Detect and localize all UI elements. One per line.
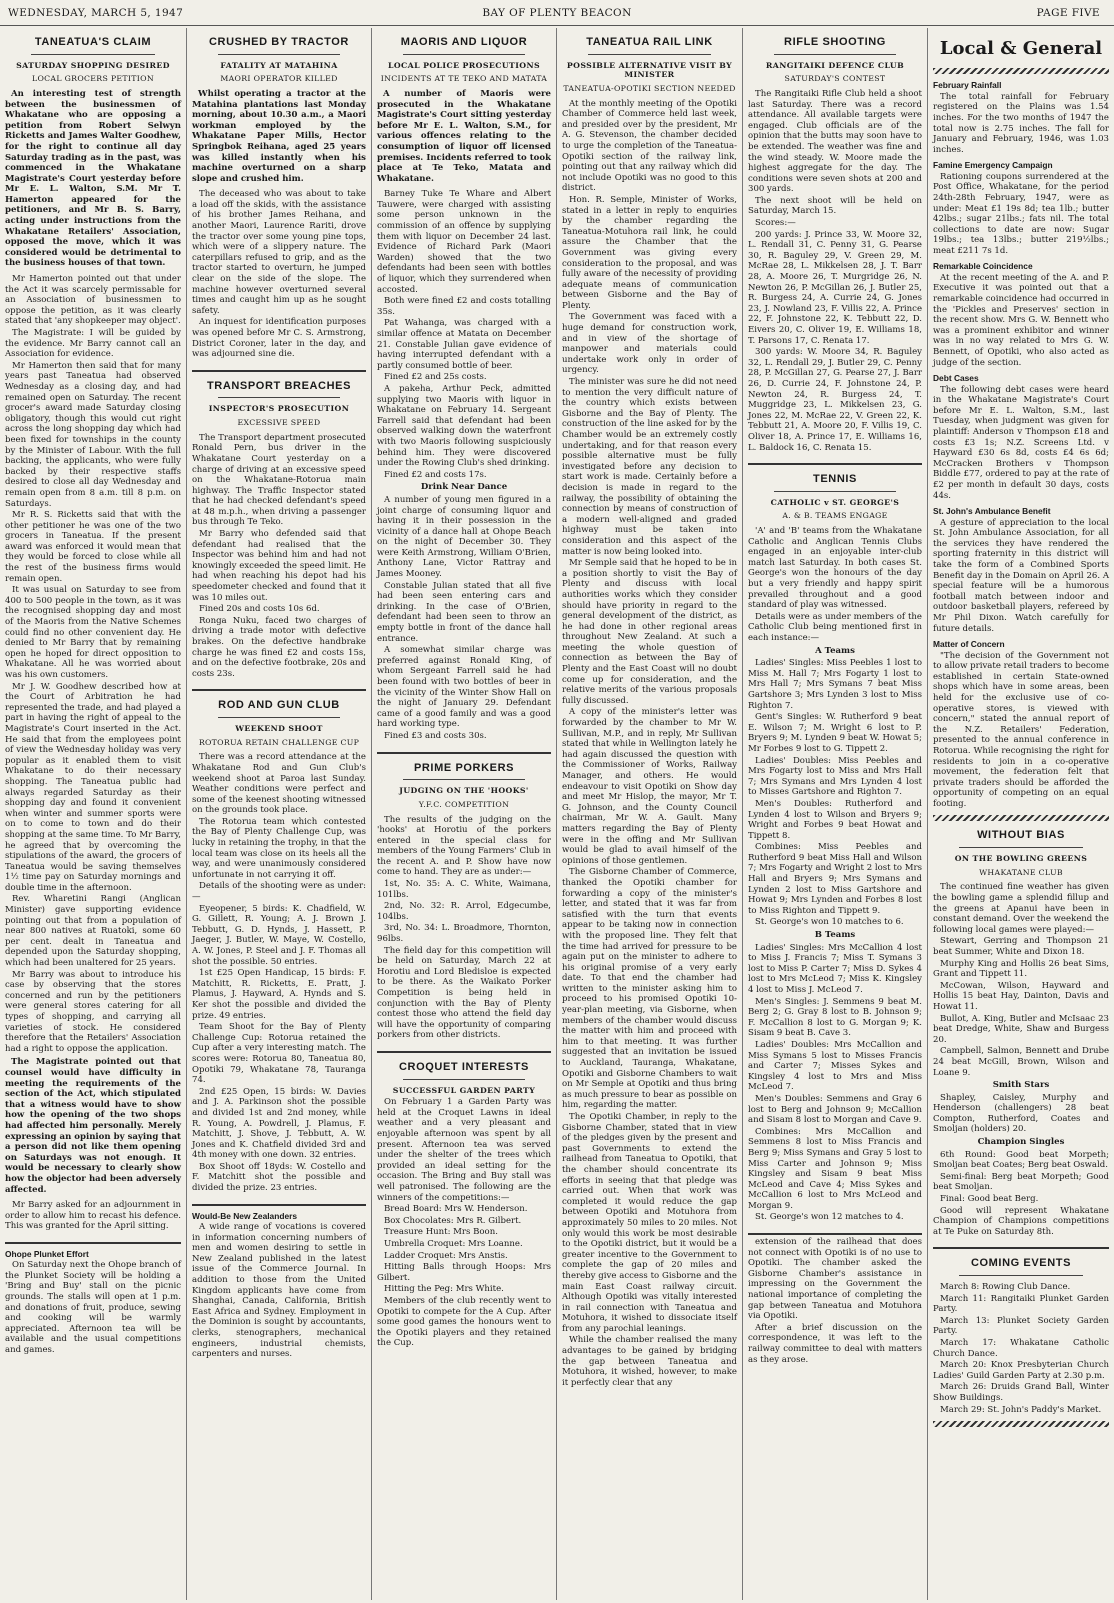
subheading: INSPECTOR'S PROSECUTION (208, 404, 350, 414)
headline-local-and-general: Local & General (939, 38, 1103, 59)
paragraph: Hitting the Peg: Mrs White. (384, 1284, 504, 1295)
divider (748, 1233, 922, 1235)
paragraph: A number of young men figured in a joint charge of consuming liquor and having it in their possession in the vicinity of a dance hall at Ohope Beach on the night of December 30. They were Keith Armstrong, William O'Brien, Anthony Lane, Victor Rattray and James Mooney. (377, 494, 551, 580)
paragraph: 1st, No. 35: A. C. White, Waimana, 101lbs. (377, 879, 551, 900)
column-4 (556, 28, 742, 1600)
paragraph: Fined £2 and costs 17s. (384, 469, 487, 480)
subheading: LOCAL GROCERS PETITION (32, 74, 154, 84)
paragraph: Murphy King and Hollis 26 beat Sims, Grant and Tippett 11. (933, 958, 1109, 980)
paragraph: The Government was faced with a huge demand for construction work, and in view of the shortage of manpower and materials could undertake work only in order of urgency. (562, 312, 737, 376)
paragraph: The Rotorua team which contested the Bay of Plenty Challenge Cup, was lucky in retaining the trophy, in that the local team was close on its heels all the way, and were unanimously considered unfortunate in not carrying it off. (192, 816, 366, 880)
paragraph: Mr Hamerton then said that for many years past Taneatua had observed Wednesday as a closing day, and had remained open on Saturday. The recent grocer's award made Saturday closing obligatory, though this would cut right across the long shopping day which had been fixed for townships in the county by the Minister of Labour. With the full backing, the applicants, who were fully backed by their respective staffs desired to close all day Wednesday and remain open from 8 a.m. till 8 p.m. on Saturdays. (5, 360, 181, 509)
paragraph: A somewhat similar charge was preferred against Ronald King, of whom Sergeant Farrell said he had been found with two bottles of beer in the vicinity of the Winter Show Hall on the night of January 29. Defendant came of a good family and was a good hard working type. (377, 645, 551, 730)
subheading: SATURDAY SHOPPING DESIRED (16, 60, 170, 70)
paragraph: Ladies' Singles: Miss Peebles 1 lost to Miss M. Hall 7; Mrs Fogarty 1 lost to Mrs Hall 7; Mrs Symans 7 beat Miss Gartshore 3; Mrs Lynden 3 lost to Miss Righton 7. (748, 658, 922, 711)
section-heading: Champion Singles (977, 1137, 1065, 1148)
paragraph: On February 1 a Garden Party was held at the Croquet Lawns in ideal weather and a very pleasant and enjoyable afternoon was spent by all present. Afternoon tea was served under the shelter of the trees which provided an ideal setting for the occasion. The Bring and Buy stall was well patronised. The following are the winners of the competitions:— (377, 1097, 551, 1203)
subheading: INCIDENTS AT TE TEKO AND MATATA (380, 74, 548, 84)
divider (748, 463, 922, 465)
paragraph: Ladies' Singles: Mrs McCallion 4 lost to Miss J. Francis 7; Miss T. Symans 3 lost to Miss P. Carter 7; Miss D. Sykes 4 lost to Mrs McLeod 7; Miss K. Kingsley 4 lost to Miss J. McLeod 7. (748, 942, 922, 995)
column-6 (927, 28, 1114, 1600)
subheading: LOCAL POLICE PROSECUTIONS (387, 60, 541, 70)
divider (192, 1204, 366, 1206)
paragraph: Pat Wahanga, was charged with a similar offence at Matata on December 21. Constable Julian gave evidence of having interrupted defendant with a partly consumed bottle of beer. (377, 318, 551, 371)
paragraph: Treasure Hunt: Mrs Boon. (384, 1227, 498, 1238)
paragraph: After a brief discussion on the correspondence, it was left to the railway committee to deal with matters as they arose. (748, 1322, 922, 1365)
paragraph: Final: Good beat Berg. (940, 1194, 1039, 1205)
paragraph: Gent's Singles: W. Rutherford 9 beat E. Wilson 7; M. Wright 6 lost to P. Bryers 9; M. Lynden 9 beat W. Howat 5; Mr Forbes 9 lost to G. Tippett 2. (748, 712, 922, 754)
divider (588, 54, 711, 55)
column-1 (0, 28, 186, 1600)
paragraph: Ladies' Doubles: Miss Peebles and Mrs Fogarty lost to Miss and Mrs Hall 7; Mrs Symans and Mrs Lynden 4 lost to Misses Gartshore and Righton 7. (748, 755, 922, 798)
paragraph: 3rd, No. 34: L. Broadmore, Thornton, 96lbs. (377, 923, 551, 945)
side-heading: St. John's Ambulance Benefit (933, 506, 1051, 517)
headline-taneatuas-claim: TANEATUA'S CLAIM (34, 36, 152, 48)
section-heading: Smith Stars (992, 1080, 1050, 1091)
headline-rifle-shooting: RIFLE SHOOTING (784, 36, 886, 48)
subheading: POSSIBLE ALTERNATIVE VISIT BY MINISTER (566, 60, 733, 80)
ornamental-rule (933, 1421, 1109, 1427)
paragraph: The Rangitaiki Rifle Club held a shoot last Saturday. There was a record attendance. All available targets were engaged. Club officials are of the opinion that the butts may soon have to be extended. The weather was fine and the wind steady. W. Moore made the highest aggregate for the day. The conditions were seven shots at 200 and 300 yards. (748, 88, 922, 195)
headline-coming-events: COMING EVENTS (970, 1257, 1072, 1270)
paragraph: Mr J. W. Goodhew described how at the Court of Arbitration he had represented the trade, and had played a part in having the right of appeal to the Magistrate's Court inserted in the Act. He said that from the employees point of view the Wednesday holiday was very popular as it enabled them to visit Whakatane to do their necessary shopping. The Taneatua public had always regarded Saturday as their shopping day and found it convenient when winter and summer sports were on to come to town and do their shopping at the same time. To Mr Barry, he agreed that by overcoming the stipulations of the award, the grocers of Taneatua would be saving themselves 1½ time pay on Saturday mornings and double time in the afternoon. (5, 681, 181, 893)
paragraph: Campbell, Salmon, Bennett and Drube 24 beat McGill, Brown, Wilson and Loane 9. (933, 1046, 1109, 1078)
paragraph: Details were as under members of the Catholic Club being mentioned first in each instance:— (748, 611, 922, 643)
ornamental-rule (933, 815, 1109, 821)
divider (377, 752, 551, 754)
paragraph: Barney Tuke Te Whare and Albert Tauwere, were charged with assisting some person unknown in the commission of an offence by supplying them with liquor on December 24 last. Evidence of Richard Park (Maori Warden) showed that the two defendants had been seen with bottles of liquor, which they surrendered when accosted. (377, 189, 551, 295)
subheading: ON THE BOWLING GREENS (954, 854, 1088, 864)
paragraph: Box Shoot off 18yds: W. Costello and F. Matchitt shot the possible and divided the prize. 23 entries. (192, 1161, 366, 1194)
paragraph: The Gisborne Chamber of Commerce, thanked the Opotiki chamber for forwarding a copy of the minister's letter, and stated that it was far from satisfied with the turn that events appear to be taking now in connection with the proposed line. They felt that the time had arrived for pressure to be again put on the minister to adhere to his original promise of a very early date. To that end the chamber had written to the minister asking him to proceed to his promised Opotiki 10-year-plan meeting, via Gisborne, when members of the chamber would discuss the matter with him and proceed with him to that meeting. It was further suggested that an invitation be issued to Auckland, Tauranga, Whakatane, Opotiki and Gisborne Chambers to wait on Mr Semple at Opotiki and thus bring as much pressure to bear as possible on him, regarding the matter. (562, 867, 737, 1111)
ornamental-rule (933, 68, 1109, 74)
paragraph: Shapley, Caisley, Murphy and Henderson (challengers) 28 beat Compton, Rutherford, Coates and Smoljan (holders) 20. (933, 1092, 1109, 1135)
subheading: WEEKEND SHOOT (235, 724, 323, 733)
paragraph: Rev. Wharetini Rangi (Anglican Minister) gave supporting evidence pointing out that from a population of near 800 natives at Ruatoki, some 60 per cent. dealt in Taneatua and depended upon the Saturday shopping, which had been unaltered for 25 years. (5, 894, 181, 969)
paragraph: The continued fine weather has given the bowling game a splendid fillup and the greens at Apanui have been in constant demand. Over the weekend the following local games were played:— (933, 882, 1109, 935)
side-heading: February Rainfall (933, 80, 1002, 91)
paragraph: Combines: Mrs McCallion and Semmens 8 lost to Miss Francis and Berg 9; Miss Symans and Gray 5 lost to Miss Carter and Johnson 9; Miss Kingsley and Sisam 9 beat Miss McLeod and Cave 4; Miss Sykes and McCallion 6 lost to Mrs McLeod and Morgan 9. (748, 1126, 922, 1211)
paragraph: 2nd £25 Open, 15 birds: W. Davies and J. A. Parkinson shot the possible and divided 1st and 2nd money, while R. Young, A. Powdrell, J. Plamus, F. Matchitt, J. Shove, J. Tebbutt, A. W. Jones and K. Chatfield divided 3rd and 4th money with one down. 32 entries. (192, 1086, 366, 1161)
subheading: A. & B. TEAMS ENGAGE (782, 511, 888, 521)
subheading: ROTORUA RETAIN CHALLENGE CUP (198, 737, 360, 747)
paragraph: A gesture of appreciation to the local St. John Ambulance Association, for all the services they have rendered the sporting fraternity in this district will take the form of a Combined Sports Benefit day in the Domain on April 26. A special feature will be a humorous football match between indoor and outdoor basketball players, refereed by Mr Phil Dixon. Watch carefully for future details. (933, 517, 1109, 634)
headline-tennis: TENNIS (813, 473, 857, 486)
subheading: MAORI OPERATOR KILLED (220, 74, 338, 84)
paragraph: The next shoot will be held on Saturday, March 15. (748, 195, 922, 217)
column-2 (186, 28, 371, 1600)
headline-maoris-and-liquor: MAORIS AND LIQUOR (400, 36, 528, 48)
paragraph: Combines: Miss Peebles and Rutherford 9 beat Miss Hall and Wilson 7; Mrs Fogarty and Wright 2 lost to Mrs Hall and Bryers 9; Mrs Symans and Lynden 2 lost to Miss Gartshore and Howat 9; Mrs Lynden and Forbes 8 lost to Miss Righton and Tippett 9. (748, 842, 922, 916)
side-heading: Drink Near Dance (420, 482, 508, 493)
paragraph: A pakeha, Arthur Peck, admitted supplying two Maoris with liquor in Whakatane on February 14. Sergeant Farrell said that defendant had been observed walking down the waterfront with two Maoris following suspiciously behind him. They were discovered under the Rowing Club's shed drinking. (377, 383, 551, 469)
paragraph: Box Chocolates: Mrs R. Gilbert. (384, 1215, 522, 1226)
event-item: March 20: Knox Presbyterian Church Ladies' Guild Garden Party at 2.30 p.m. (933, 1360, 1109, 1381)
divider (959, 1275, 1082, 1276)
side-heading: Famine Emergency Campaign (933, 160, 1053, 171)
divider (959, 847, 1082, 848)
event-item: March 17: Whakatane Catholic Church Dance. (933, 1338, 1109, 1359)
paragraph: The following debt cases were heard in the Whakatane Magistrate's Court before Mr E. L. Walton, S.M., last Tuesday, when judgment was given for plaintiff: Anderson v Thompson £18 and costs £3 1s; N.Z. Screens Ltd. v Hayward £30 6s 8d, costs £4 6s 6d; McCracken Brothers v Thompson Biddle £77, ordered to pay at the rate of £2 per month in default 30 days, costs 44s. (933, 384, 1109, 501)
divider (774, 54, 896, 55)
divider (403, 54, 525, 55)
paragraph: It was usual on Saturday to see from 400 to 500 people in the town, as it was the recognised shopping day and most of the Maoris from the Native Schemes could find no other convenient day. He denied to Mr Barry that by remaining open he hoped for direct opposition to Whakatane. All he was worried about was his own customers. (5, 585, 181, 680)
paragraph: 1st £25 Open Handicap, 15 birds: F. Matchitt, R. Ricketts, E. Pratt, J. Plamus, J. Hayward, A. Hynds and S. Ker shot the possible and divided the prize. 49 entries. (192, 968, 366, 1021)
paragraph: Hitting Balls through Hoops: Mrs Gilbert. (377, 1262, 551, 1283)
paragraph: Both were fined £2 and costs totalling 35s. (377, 296, 551, 317)
paragraph: St. George's won 12 matches to 4. (755, 1212, 904, 1223)
paragraph: The Magistrate: I will be guided by the evidence. Mr Barry cannot call an Association for evidence. (5, 328, 181, 360)
masthead (0, 0, 1114, 26)
paragraph: McCowan, Wilson, Hayward and Hollis 15 beat Hay, Dainton, Davis and Howat 11. (933, 980, 1109, 1012)
divider (5, 1242, 181, 1244)
paragraph: 300 yards: W. Moore 34, R. Baguley 32, L. Rendall 29, J. Butler 29, C. Penny 28, P. McGillan 27, G. Pearse 27, J. Barr 26, D. Currie 24, F. Johnstone 24, P. Newton 24, R. Burgess 24, T. Muggridge 23, L. Mikkelsen 23, G. Jones 22, M. McRae 22, V. Green 22, K. Tebbutt 21, A. Moore 20, F. Villis 19, C. Oliver 18, A. Prince 17, E. Williams 16, L. Baldock 16, C. Renata 15. (748, 347, 922, 453)
paragraph: Rationing coupons surrendered at the Post Office, Whakatane, for the period 24th-28th February, 1947, were as under: Meat £1 19s 8d; tea 1lb.; butter 42lbs.; sugar 21lbs.; fats nil. The total collections to date are now: Sugar 19lbs.; tea 13lbs.; butter 219½lbs.; meat £211 7s 1d. (933, 171, 1109, 256)
paragraph: Eyeopener, 5 birds: K. Chadfield, W. G. Gillett, R. Young; A. J. Brown J. Tebbutt, G. D. Hynds, J. Hassett, P. Jaeger, J. Butler, W. Maye, W. Costello, A. W. Jones, P. Steel and J. F. Thomas all shot the possible. 50 entries. (192, 903, 366, 967)
paragraph: Scores:— (755, 218, 796, 229)
paragraph: While the chamber realised the many advantages to be gained by bridging the gap between Taneatua and Motuhora, it wished, however, to make it perfectly clear that any (562, 1335, 737, 1388)
paragraph: Mr Barry who defended said that defendant had realised that the Inspector was behind him and had not knowingly exceeded the speed limit. He had when reaching his depot had his speedometer checked and found that it was 10 miles out. (192, 529, 366, 603)
side-heading: Remarkable Coincidence (933, 261, 1033, 272)
paragraph: Umbrella Croquet: Mrs Loanne. (384, 1238, 523, 1249)
paragraph: Fined 20s and costs 10s 6d. (199, 604, 320, 615)
paragraph: The Transport department prosecuted Ronald Pern, bus driver in the Whakatane Court yesterday on a charge of driving at an excessive speed on the Whakatane-Rotorua main highway. The Traffic Inspector stated that he had checked defendant's speed at 48 m.p.h., when driving a passenger bus through Te Teko. (192, 432, 366, 528)
paragraph: Bread Board: Mrs W. Henderson. (384, 1204, 528, 1215)
paragraph: There was a record attendance at the Whakatane Rod and Gun Club's weekend shoot at Paroa last Sunday. Weather conditions were perfect and some of the keenest shooting witnessed on the grounds took place. (192, 752, 366, 816)
paragraph: The total rainfall for February registered on the Plains was 1.54 inches. For the two months of 1947 the total now is 2.75 inches. The fall for January and February, 1946, was 1.03 inches. (933, 91, 1109, 155)
subheading: WHAKATANE CLUB (979, 867, 1063, 877)
divider (403, 1079, 525, 1080)
paragraph: Fined £3 and costs 30s. (384, 730, 487, 741)
paragraph: Mr Barry was about to introduce his case by observing that the stores concerned and run by the petitioners were general stores catering for all types of shopping, and carrying all varieties of stock. He considered therefore that the Retailers' Association had a right to oppose the application. (5, 969, 181, 1054)
newspaper-title: BAY OF PLENTY BEACON (482, 7, 632, 19)
divider (31, 54, 154, 55)
paragraph: Constable Julian stated that all five had been seen entering cars and drinking. In the case of O'Brien, defendant had been seen to throw an empty bottle in front of the dance hall entrance. (377, 580, 551, 644)
paragraph: At the monthly meeting of the Opotiki Chamber of Commerce held last week, and presided over by the president, Mr A. G. Stevenson, the chamber decided to urge the completion of the Taneatua-Opotiki section of the railway link, pointing out that any railway which did not include Opotiki was no good to this district. (562, 98, 737, 194)
side-heading: Would-Be New Zealanders (192, 1210, 298, 1221)
subheading: TANEATUA-OPOTIKI SECTION NEEDED (563, 83, 736, 93)
paragraph: extension of the railhead that does not connect with Opotiki is of no use to Opotiki. The chamber asked the Gisborne Chamber's assistance in impressing on the Government the national importance of completing the gap between Taneatua and Motuhora via Opotiki. (748, 1237, 922, 1322)
paragraph: Hon. R. Semple, Minister of Works, stated in a letter in reply to enquiries by the chamber regarding the Taneatua-Motuhora rail link, he could assure the Chamber that the Government was giving every consideration to the proposal, and was fully aware of the necessity of providing adequate means of communication between Gisborne and the Bay of Plenty. (562, 194, 737, 311)
paragraph: The deceased who was about to take a load off the skids, with the assistance of his brother James Reihana, and another Maori, Laurence Rariti, drove the tractor over some young pine tops, which were of a slippery nature. The caterpillars refused to grip, and as the tractor started to overturn, he jumped clear on the side of the slope. The machine however overturned several times and caught him up as he sought safety. (192, 189, 366, 316)
paragraph: "The decision of the Government not to allow private retail traders to become established in certain State-owned shops which have in some areas, been held for the exclusive use of co-operative stores, is viewed with concern," stated the annual report of the N.Z. Retailers' Federation, presented to the annual conference in Rotorua. While recognising the right for residents to join in a co-operative movement, the federation felt that private traders should be afforded the opportunity of competing on an equal footing. (933, 650, 1109, 809)
lead-paragraph: The Magistrate pointed out that counsel would have difficulty in meeting the requirements of the section of the Act, which stipulated that a witness would have to show how the opening of the two shops had affected him personally. Merely expressing an opinion by saying that a person did not like them opening on Saturdays was not enough. It would be necessary to clearly show how the objector had been adversely affected. (5, 1057, 181, 1195)
lead-paragraph: A number of Maoris were prosecuted in the Whakatane Magistrate's Court sitting yesterday before Mr E. L. Walton, S.M., for various offences relating to the consumption of liquor off licensed premises. Incidents referred to took place at Te Teko, Matata and Whakatane. (377, 88, 551, 184)
team-heading: B Teams (814, 930, 856, 941)
issue-date: WEDNESDAY, MARCH 5, 1947 (8, 7, 184, 19)
headline-prime-porkers: PRIME PORKERS (413, 761, 515, 774)
paragraph: Members of the club recently went to Opotiki to compete for the A Cup. After some good games the honours went to the Opotiki players and they retained the Cup. (377, 1295, 551, 1349)
subheading: FATALITY AT MATAHINA (220, 60, 338, 70)
event-item: March 13: Plunket Society Garden Party. (933, 1315, 1109, 1337)
subheading: JUDGING ON THE 'HOOKS' (399, 786, 529, 796)
divider (377, 1051, 551, 1053)
headline-transport-breaches: TRANSPORT BREACHES (206, 379, 352, 392)
divider (774, 491, 896, 492)
subheading: RANGITAIKI DEFENCE CLUB (765, 60, 905, 70)
subheading: EXCESSIVE SPEED (237, 418, 321, 428)
subheading: SUCCESSFUL GARDEN PARTY (392, 1085, 536, 1095)
column-3 (371, 28, 556, 1600)
divider (933, 1247, 1109, 1249)
side-heading: Ohope Plunket Effort (5, 1248, 89, 1259)
divider (192, 370, 366, 372)
event-item: March 8: Rowing Club Dance. (940, 1282, 1071, 1293)
paragraph: An inquest for identification purposes was opened before Mr C. S. Armstrong, District Coroner, later in the day, and was adjourned sine die. (192, 317, 366, 360)
side-heading: Matter of Concern (933, 639, 1005, 650)
headline-crushed-by-tractor: CRUSHED BY TRACTOR (209, 36, 349, 48)
paragraph: Mr Hamerton pointed out that under the Act it was scarcely permissable for an Association of businessmen to oppose the petition, as it was clearly stated that 'any shopkeeper may object'. (5, 274, 181, 327)
paragraph: A copy of the minister's letter was forwarded by the chamber to Mr W. Sullivan, M.P., and in reply, Mr Sullivan stated that while in Wellington lately he had again discussed the question with the Commissioner of Works, Railway Manager, and others. He would endeavour to visit Opotiki on Show day and meet Mr Hislop, the mayor, Mr T. G. Johnson, and the County Council chairman, Mr W. A. Gault. Many matters regarding the Bay of Plenty were in the offing and Mr Sullivan would be glad to avail himself of the opinions of those gentlemen. (562, 707, 737, 866)
side-heading: Debt Cases (933, 373, 979, 384)
divider (218, 54, 340, 55)
headline-rod-and-gun-club: ROD AND GUN CLUB (218, 699, 340, 712)
subheading: Y.F.C. COMPETITION (418, 799, 510, 809)
divider (192, 689, 366, 691)
paragraph: 200 yards: J. Prince 33, W. Moore 32, L. Rendall 31, C. Penny 31, G. Pearse 30, R. Baguley 29, V. Green 29, M. McRae 28, L. Mikkelsen 28, J. T. Barr 28, A. Moore 26, T. Murgridge 26, N. Newton 26, P. McGillan 26, J. Butler 25, R. Burgess 24, A. Currie 24, G. Jones 23, J. Nowland 23, F. Villis 22, A. Prince 22, F. Johnstone 22, K. Tebbutt 22, D. Eivers 20, C. Oliver 19, E. Williams 18, T. Parsons 17, C. Renata 17. (748, 229, 922, 346)
paragraph: Ladder Croquet: Mrs Anstis. (384, 1250, 508, 1261)
paragraph: Ronga Nuku, faced two charges of driving a trade motor with defective brakes. On the defective handbrake charge he was fined £2 and costs 15s, and on the defective footbrake, 20s and costs 23s. (192, 615, 366, 679)
paragraph: Men's Doubles: Rutherford and Lynden 4 lost to Wilson and Bryers 9; Wright and Forbes 9 beat Howat and Tippett 8. (748, 798, 922, 841)
page-number: PAGE FIVE (1036, 7, 1100, 19)
event-item: March 11: Rangitaiki Plunket Garden Party. (933, 1293, 1109, 1315)
event-item: March 29: St. John's Paddy's Market. (940, 1404, 1102, 1415)
divider (403, 779, 525, 780)
paragraph: 2nd, No. 32: R. Arrol, Edgecumbe, 104lbs. (377, 901, 551, 922)
divider (218, 717, 340, 718)
team-heading: A Teams (815, 645, 855, 656)
headline-taneatua-rail-link: TANEATUA RAIL LINK (586, 36, 713, 48)
subheading: CATHOLIC v ST. GEORGE'S (770, 497, 900, 507)
subheading: SATURDAY'S CONTEST (784, 74, 886, 84)
lead-paragraph: Whilst operating a tractor at the Matahina plantations last Monday morning, about 10.30 a.m., a Maori workman employed by the Whakatane Paper Mills, Hector Springbok Reihana, aged 25 years was killed instantly when his machine overturned on a sharp slope and crushed him. (192, 88, 366, 184)
divider (218, 397, 340, 398)
headline-without-bias: WITHOUT BIAS (977, 829, 1065, 842)
paragraph: The results of the judging on the 'hooks' at Horotiu of the porkers entered in the special class for members of the Young Farmers' Club in the recent A. and P. Show have now come to hand. They are as under:— (377, 814, 551, 878)
paragraph: St. George's won 10 matches to 6. (755, 917, 904, 928)
paragraph: The field day for this competition will be held on Saturday, March 22 at Horotiu and Lord Bledisloe is expected to be there. As the Waikato Porker Competition is being held in conjunction with the Bay of Plenty contest those who attend the field day will have the opportunity of comparing porkers from other districts. (377, 945, 551, 1041)
paragraph: Men's Singles: J. Semmens 9 beat M. Berg 2; G. Gray 8 lost to B. Johnson 9; F. McCallion 8 lost to G. Morgan 9; K. Sisam 9 beat B. Cave 3. (748, 996, 922, 1039)
headline-croquet-interests: CROQUET INTERESTS (399, 1060, 529, 1073)
paragraph: 6th Round: Good beat Morpeth; Smoljan beat Coates; Berg beat Oswald. (933, 1149, 1109, 1171)
paragraph: Bullot, A. King, Butler and McIsaac 23 beat Dredge, White, Shaw and Burgess 20. (933, 1013, 1109, 1045)
event-item: March 26: Druids Grand Ball, Winter Show Buildings. (933, 1382, 1109, 1403)
paragraph: Mr R. S. Ricketts said that with the other petitioner he was one of the two grocers in Taneatua. If the present award was enforced it would mean that they would be forced to close while all the rest of the business firms would remain open. (5, 510, 181, 584)
paragraph: Good will represent Whakatane Champion of Champions competitions at Te Puke on Saturday 8th. (933, 1205, 1109, 1237)
paragraph: 'A' and 'B' teams from the Whakatane Catholic and Anglican Tennis Clubs engaged in an enjoyable inter-club match last Saturday. In both cases St. George's won the honours of the day but a very friendly and happy spirit prevailed throughout and a good standard of play was witnessed. (748, 526, 922, 611)
paragraph: Fined £2 and 25s costs. (384, 372, 487, 383)
paragraph: On Saturday next the Ohope branch of the Plunket Society will be holding a 'Bring and Buy' stall on the picnic grounds. The stalls will open at 1 p.m. and donations of fruit, produce, sewing and cooking will be warmly appreciated. Afternoon tea will be available and the usual competitions and games. (5, 1260, 181, 1356)
paragraph: A wide range of vocations is covered in information concerning numbers of men and women desiring to settle in New Zealand published in the latest issue of the Commerce Journal. In addition to those from the United Kingdom applicants have come from Shanghai, Canada, California, British East Africa and Sydney. Employment in the Dominion is sought by accountants, clerks, stenographers, mechanical engineers, industrial chemists, carpenters and nurses. (192, 1222, 366, 1360)
paragraph: The minister was sure he did not need to mention the very difficult nature of the country which exists between Gisborne and the Bay of Plenty. The construction of the line asked for by the Chamber would be an extremely costly undertaking, and for that reason every possible alternative must be fully investigated before any decision to start work is made. Certainly before a decision is made in regard to the railway, the possibility of obtaining the connection by means of construction of a modern well-aligned and graded highway must be taken into consideration and this aspect of the matter is now being looked into. (562, 377, 737, 557)
paragraph: Team Shoot for the Bay of Plenty Challenge Cup: Rotorua retained the Cup after a very interesting match. The scores were: Rotorua 80, Taneatua 80, Opotiki 79, Whakatane 78, Tauranga 74. (192, 1022, 366, 1086)
paragraph: The Opotiki Chamber, in reply to the Gisborne Chamber, stated that in view of the pledges given by the present and past Governments to extend the railhead from Taneatua to Opotiki, that the chamber should concentrate its efforts in seeing that that pledge was carried out. When that work was completed it would reduce the gap between Opotiki and Motuhora from approximately 50 miles to 20 miles. Not only would this work be most desirable to the Opotiki district, but it would be a greater incentive to the Government to complete the gap of 20 miles and thereby give access to Gisborne and the main East Coast railway circuit. Although Opotiki was vitally interested in rail connection with Taneatua and Motuhora, it wished to dissociate itself from any parochial leanings. (562, 1112, 737, 1334)
paragraph: Mr Semple said that he hoped to be in a position shortly to visit the Bay of Plenty and discuss with local authorities works which they consider should have priority in regard to the general development of the district, as he had done in other regional areas throughout New Zealand. At such a meeting the whole question of connection as between the Bay of Plenty and the East Coast will no doubt come up for consideration, and the relative merits of the various proposals fully discussed. (562, 558, 737, 706)
paragraph: Details of the shooting were as under:— (192, 881, 366, 903)
paragraph: At the recent meeting of the A. and P. Executive it was pointed out that a remarkable coincidence had occurred in the 'Pickles and Preserves' section in the recent show. Mrs G. W. Bennett who was a prominent exhibitor and winner was in no way related to Mrs G. W. Bennett, of Opotiki, who also acted as judge of the section. (933, 272, 1109, 368)
lead-paragraph: An interesting test of strength between the businessmen of Whakatane who are opposing a petition from Robert Selwyn Ricketts and James Walter Goodhew, for the right to continue all day Saturday trading as in the past, was commenced in the Whakatane Magistrate's Court yesterday before Mr E. L. Walton, S.M. Mr T. Hamerton appeared for the petitioners, and Mr B. S. Barry, acting under instructions from the Whakatane Retailers' Association, opposed the move, which it was considered would be detrimental to the business houses of that town. (5, 88, 181, 269)
paragraph: Men's Doubles: Semmens and Gray 6 lost to Berg and Johnson 9; McCallion and Sisam 8 lost to Morgan and Cave 9. (748, 1093, 922, 1126)
paragraph: Semi-final: Berg beat Morpeth; Good beat Smoljan. (933, 1171, 1109, 1193)
paragraph: Stewart, Gerring and Thompson 21 beat Summer, White and Dixon 18. (933, 936, 1109, 957)
paragraph: Mr Barry asked for an adjournment in order to allow him to recast his defence. This was granted for the April sitting. (5, 1200, 181, 1232)
paragraph: Ladies' Doubles: Mrs McCallion and Miss Symans 5 lost to Misses Francis and Carter 7; Misses Sykes and Kingsley 4 lost to Mrs and Miss McLeod 7. (748, 1039, 922, 1093)
column-5 (742, 28, 927, 1600)
